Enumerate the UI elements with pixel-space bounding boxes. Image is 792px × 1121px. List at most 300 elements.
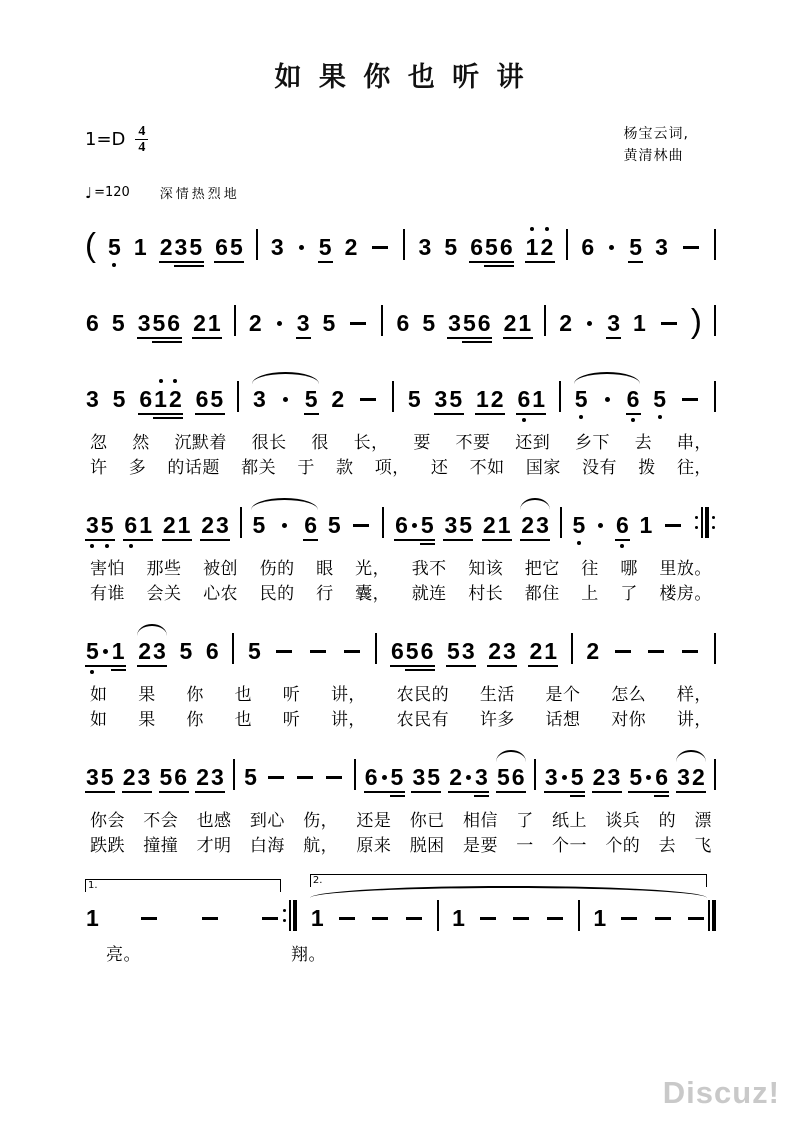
note: 5 <box>462 310 476 337</box>
music-system <box>85 364 717 481</box>
beam-line <box>469 261 514 263</box>
note: 6 <box>477 310 491 337</box>
barline <box>374 633 378 664</box>
note-group <box>652 905 674 931</box>
octave-dot-below <box>129 544 133 548</box>
note: 5 <box>100 512 115 538</box>
open-paren: ( <box>85 226 96 264</box>
beam-line <box>528 665 558 667</box>
note-group <box>652 386 667 412</box>
augmentation-dot <box>606 234 617 260</box>
lyric-word: 到心 <box>249 811 285 832</box>
note-group <box>516 386 546 412</box>
note: 5 <box>304 386 318 413</box>
note-group <box>178 638 193 664</box>
volta-ending <box>85 880 281 932</box>
note-group <box>618 905 640 931</box>
note-group <box>159 764 189 790</box>
note: 5 <box>570 764 584 791</box>
octave-dot-above <box>545 227 549 231</box>
barline <box>402 229 406 260</box>
note-group <box>369 234 391 260</box>
lyric-word: 也 <box>234 685 253 706</box>
lyric-word: 跌跌 <box>90 836 125 857</box>
slur-arc <box>310 886 707 898</box>
note-group <box>592 905 607 931</box>
note: 5 <box>229 234 243 261</box>
note: 5 <box>427 764 441 791</box>
dash-rest <box>357 386 379 412</box>
slur-arc <box>676 750 706 762</box>
augmentation-dot <box>274 310 285 336</box>
note: 3 <box>216 512 229 539</box>
note: 2 <box>168 386 183 412</box>
note: 6 <box>139 386 153 413</box>
beam-line <box>195 413 225 415</box>
note: 1 <box>544 638 558 665</box>
note: 1 <box>525 234 540 260</box>
repeat-dots <box>712 507 715 538</box>
lyric-word: 行 <box>316 584 334 605</box>
note: 5 <box>459 512 473 539</box>
barline <box>436 900 440 931</box>
note-group <box>200 512 230 538</box>
note: 6 <box>123 512 138 538</box>
note-group <box>85 905 100 931</box>
volta-bracket <box>85 879 281 892</box>
score <box>85 212 717 968</box>
note: 1 <box>593 905 607 932</box>
lyric-word: 长， <box>353 433 389 454</box>
beam-line <box>296 337 311 339</box>
lyric-word: 也 <box>234 710 253 731</box>
lyric-word: 囊， <box>355 584 391 605</box>
note-group <box>558 310 573 336</box>
lyric-word: 很 <box>311 433 329 454</box>
lyric-word: 然 <box>132 433 150 454</box>
note: 5 <box>159 764 173 791</box>
beam-line <box>364 791 405 793</box>
note-group <box>369 905 391 931</box>
note: 5 <box>444 234 458 261</box>
dash-line <box>350 322 366 325</box>
note: 6 <box>655 764 668 791</box>
beam-line <box>654 795 669 797</box>
lyric-word: 脱困 <box>409 836 445 857</box>
lyric-word: 漂 <box>694 811 712 832</box>
note: 3 <box>677 764 690 791</box>
lyric-word: 对你 <box>611 710 647 731</box>
lyric-word: 哪 <box>620 559 638 580</box>
lyric-word: 上 <box>581 584 599 605</box>
note: 1 <box>497 512 511 539</box>
beam-line <box>448 791 489 793</box>
dash-line <box>661 322 677 325</box>
dash-line <box>276 650 292 653</box>
octave-dot-above <box>159 379 163 383</box>
note: 5 <box>189 234 203 261</box>
dash-rest <box>662 512 684 538</box>
note: 5 <box>390 764 404 791</box>
note-group <box>592 764 622 790</box>
repeat-dot <box>283 909 286 912</box>
lyric-word: 我不 <box>411 559 447 580</box>
augmentation-dot <box>280 386 291 412</box>
note: 6 <box>499 234 513 261</box>
note: 5 <box>405 638 419 665</box>
beam-line <box>214 261 244 263</box>
repeat-dot <box>695 526 698 529</box>
note-group <box>296 234 307 260</box>
volta-content <box>85 905 281 931</box>
note-group <box>520 512 550 538</box>
lyric-word: 你会 <box>90 811 125 832</box>
beam-line <box>390 795 405 797</box>
beam-line <box>85 665 126 667</box>
music-line <box>85 868 717 943</box>
octave-dot-below <box>105 544 109 548</box>
note-group <box>307 638 329 664</box>
dash-rest <box>350 512 372 538</box>
dash-line <box>262 917 278 920</box>
note-group <box>421 310 436 336</box>
note: 2 <box>691 764 705 791</box>
note-group <box>248 310 263 336</box>
note-group <box>85 310 100 336</box>
note: 3 <box>174 234 188 261</box>
note: 3 <box>418 234 432 261</box>
note-group <box>192 310 222 336</box>
dash-rest <box>685 905 707 931</box>
octave-dot-above <box>173 379 177 383</box>
lyricist-credit: 杨宝云词, <box>623 126 689 142</box>
note-group <box>296 310 311 336</box>
barline-stroke <box>392 381 394 412</box>
lyric-word: 了 <box>516 811 534 832</box>
note: 2 <box>159 234 173 261</box>
note: 3 <box>85 512 100 538</box>
lyric-word: 被创 <box>203 559 239 580</box>
note-group <box>137 638 167 664</box>
note-group <box>322 310 337 336</box>
time-signature-numerator: 4 <box>135 124 148 140</box>
note-group <box>252 386 267 412</box>
note-group <box>122 764 152 790</box>
lyric-word: 伤， <box>303 811 339 832</box>
lyric-word: 光， <box>355 559 391 580</box>
octave-dot-below <box>620 544 624 548</box>
note-group <box>85 386 100 412</box>
note: 6 <box>516 386 531 412</box>
lyric-word: 听 <box>282 685 301 706</box>
dash-line <box>655 917 671 920</box>
augmentation-dot <box>296 234 307 260</box>
augmentation-dot-glyph <box>466 775 471 780</box>
augmentation-dot-glyph <box>382 775 387 780</box>
barline-stroke <box>705 507 709 538</box>
dash-line <box>268 776 284 779</box>
note: 2 <box>521 512 535 539</box>
note: 1 <box>452 905 465 932</box>
note-group <box>199 905 221 931</box>
barline <box>565 229 569 260</box>
repeat-dot <box>283 919 286 922</box>
note-group <box>595 512 606 538</box>
barline-stroke <box>375 633 377 664</box>
note-group <box>111 310 126 336</box>
lyric-word: 怎么 <box>611 685 647 706</box>
note: 3 <box>86 764 99 791</box>
note: 5 <box>318 234 332 261</box>
barline-stroke <box>571 633 573 664</box>
lyric-word: 很长 <box>251 433 287 454</box>
note-group <box>510 905 532 931</box>
time-signature <box>135 124 148 156</box>
barline <box>713 305 717 336</box>
note-group <box>304 386 319 412</box>
dash-rest <box>403 905 425 931</box>
lyric-line <box>85 834 717 859</box>
music-system <box>85 490 717 607</box>
note-group <box>138 386 182 412</box>
note: 5 <box>247 638 261 665</box>
barline-stroke <box>714 759 716 790</box>
note: 5 <box>244 764 257 791</box>
lyric-word: 了 <box>620 584 638 605</box>
beam-line <box>443 539 473 541</box>
augmentation-dot-glyph <box>412 523 417 528</box>
music-line <box>85 616 717 683</box>
octave-dot-below <box>522 418 526 422</box>
note-group <box>350 512 372 538</box>
note-group <box>615 512 630 538</box>
lyric-line <box>85 683 717 708</box>
beam-line <box>487 665 517 667</box>
note-group <box>195 764 225 790</box>
note: 3 <box>252 386 266 413</box>
dash-rest <box>680 234 702 260</box>
note-group <box>265 764 287 790</box>
beam-line <box>676 791 706 793</box>
beam-line <box>153 417 183 419</box>
note-group <box>107 234 122 260</box>
slur-arc <box>574 372 641 384</box>
music-line <box>85 742 717 809</box>
note-group <box>274 310 285 336</box>
note: 2 <box>196 764 210 791</box>
note-group <box>341 638 363 664</box>
dash-rest <box>658 310 680 336</box>
lyric-word: 于 <box>297 458 315 479</box>
dash-rest <box>294 764 316 790</box>
beam-line <box>447 337 492 339</box>
barline <box>533 759 537 790</box>
beam-line <box>544 791 585 793</box>
lyric-word: 才明 <box>196 836 232 857</box>
note: 1 <box>153 386 168 412</box>
note: 6 <box>626 386 641 412</box>
slur-arc <box>137 624 167 636</box>
barline <box>353 759 357 790</box>
lyric-word: 有谁 <box>90 584 125 605</box>
augmentation-dot-glyph <box>587 321 592 326</box>
dash-rest <box>679 386 701 412</box>
octave-dot-below <box>112 263 116 267</box>
barline-stroke <box>293 900 297 931</box>
note-group <box>528 638 558 664</box>
beam-line <box>123 539 153 541</box>
dash-line <box>353 524 369 527</box>
note-group <box>626 386 641 412</box>
lyric-word: 去 <box>658 836 677 857</box>
barline <box>570 633 574 664</box>
note-group <box>544 764 585 790</box>
dash-line <box>547 917 563 920</box>
lyric-word: 翔。 <box>291 945 326 966</box>
dash-line <box>682 650 698 653</box>
lyric-word: 不要 <box>455 433 491 454</box>
note-group <box>469 234 513 260</box>
note-group <box>628 234 643 260</box>
note-group <box>679 386 701 412</box>
dash-line <box>406 917 422 920</box>
note-group <box>205 638 220 664</box>
beam-line <box>137 665 167 667</box>
dash-rest <box>199 905 221 931</box>
note: 5 <box>420 512 434 539</box>
lyric-word: 忽 <box>90 433 108 454</box>
note-group <box>632 310 647 336</box>
note-group <box>294 764 316 790</box>
augmentation-dot-glyph <box>605 397 610 402</box>
slur-arc <box>496 750 526 762</box>
augmentation-dot <box>279 512 290 538</box>
barline-stroke <box>289 900 291 931</box>
augmentation-dot-glyph <box>282 523 287 528</box>
dash-line <box>480 917 496 920</box>
volta-ending <box>310 875 707 932</box>
dash-line <box>648 650 664 653</box>
beam-line <box>159 791 189 793</box>
lyric-line <box>85 582 717 607</box>
slur-group <box>310 900 707 931</box>
note-group <box>390 638 434 664</box>
dash-rest <box>138 905 160 931</box>
note-group <box>446 638 476 664</box>
note: 5 <box>407 386 421 413</box>
music-line <box>85 490 717 557</box>
note-group <box>448 764 489 790</box>
lyric-word: 飞 <box>694 836 712 857</box>
note: 3 <box>296 310 310 337</box>
note: 5 <box>210 386 224 413</box>
octave-dot-below <box>631 418 635 422</box>
note-group <box>612 638 634 664</box>
music-system <box>85 742 717 859</box>
note-group <box>680 234 702 260</box>
note-group <box>85 512 115 538</box>
lyric-word: 许 <box>90 458 108 479</box>
barline <box>558 381 562 412</box>
barline-stroke <box>544 305 546 336</box>
dash-rest <box>510 905 532 931</box>
lyric-line <box>85 456 717 481</box>
note-group <box>85 764 115 790</box>
barline <box>713 633 717 664</box>
dash-rest <box>273 638 295 664</box>
barline-stroke <box>559 381 561 412</box>
barline <box>391 381 395 412</box>
beam-line <box>446 665 476 667</box>
dash-rest <box>645 638 667 664</box>
note: 3 <box>137 764 151 791</box>
note: 6 <box>511 764 525 791</box>
note-group <box>270 234 285 260</box>
music-line <box>85 288 717 355</box>
lyric-word: 农民有 <box>396 710 450 731</box>
note: 2 <box>201 512 215 539</box>
note: 5 <box>112 386 126 413</box>
note: 3 <box>475 764 488 791</box>
beam-line <box>570 795 585 797</box>
note: 6 <box>395 512 408 539</box>
beam-line <box>475 413 505 415</box>
lyric-word: 里放。 <box>659 559 712 580</box>
note-group <box>318 234 333 260</box>
lyric-word: 听 <box>282 710 301 731</box>
augmentation-dot-glyph <box>598 523 603 528</box>
lyric-word: 要 <box>413 433 431 454</box>
barline-stroke <box>701 507 703 538</box>
note-group <box>214 234 244 260</box>
barline <box>693 507 717 538</box>
note: 2 <box>193 310 206 337</box>
octave-dot-below <box>579 415 583 419</box>
barline-stroke <box>708 900 710 931</box>
note-group <box>606 310 621 336</box>
barline-stroke <box>437 900 439 931</box>
note-group <box>434 386 464 412</box>
note-group <box>344 234 359 260</box>
note: 6 <box>390 638 404 665</box>
note: 6 <box>470 234 484 261</box>
octave-dot-below <box>90 670 94 674</box>
augmentation-dot <box>643 764 654 790</box>
augmentation-dot-glyph <box>609 245 614 250</box>
note: 1 <box>310 905 324 932</box>
note: 3 <box>448 310 461 337</box>
note-group <box>123 512 153 538</box>
note: 2 <box>586 638 600 665</box>
slur-group <box>252 386 319 412</box>
lyric-word: 款 <box>336 458 354 479</box>
note-group <box>496 764 526 790</box>
note-group <box>133 234 148 260</box>
music-system <box>85 212 717 279</box>
barline <box>255 229 259 260</box>
note: 5 <box>629 764 643 791</box>
note: 6 <box>615 512 630 538</box>
dash-line <box>339 917 355 920</box>
lyric-word: 沉默着 <box>174 433 227 454</box>
lyric-line <box>85 943 717 968</box>
note-group <box>525 234 555 260</box>
note-group <box>347 310 369 336</box>
dash-rest <box>265 764 287 790</box>
octave-dot-below <box>577 541 581 545</box>
lyric-word: 去 <box>634 433 653 454</box>
barline <box>559 507 563 538</box>
